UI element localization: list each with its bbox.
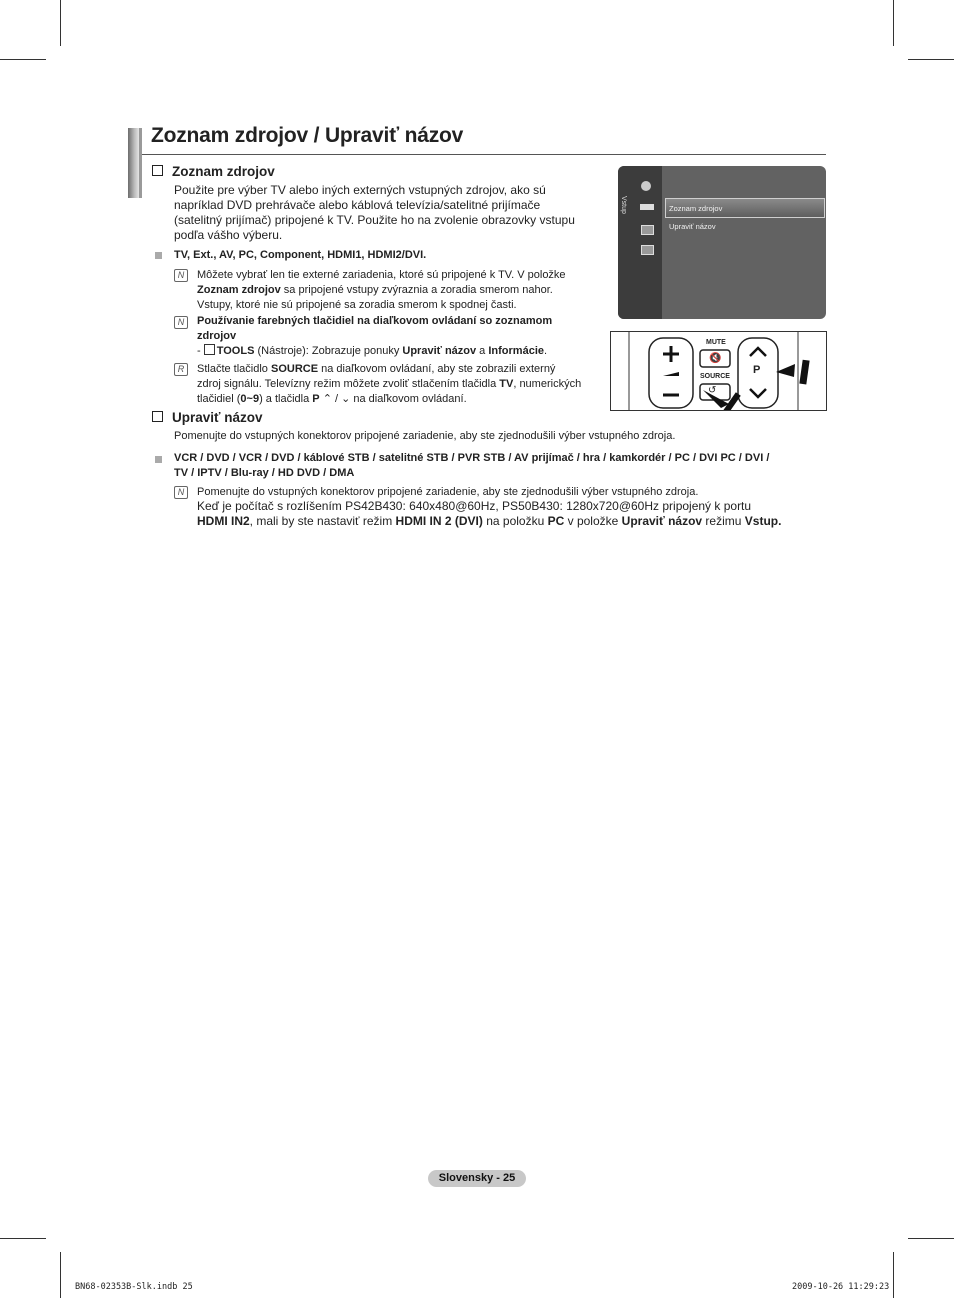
crop-mark: [908, 59, 954, 60]
bullet-square-icon: [155, 456, 162, 463]
tv-menu-sidebar: [618, 166, 662, 319]
print-footer-left: BN68-02353B-Slk.indb 25: [75, 1282, 193, 1292]
remote-control-illustration: [610, 331, 827, 411]
crop-mark: [0, 1238, 46, 1239]
note-connected-inputs: Môžete vybrať len tie externé zariadenia, ktoré sú pripojené k TV. V položke Zoznam zdrojov sa pripojené vstupy zvýraznia a zoradia smerom nahor. Vstupy, ktoré nie sú pripojené sa zoradia smerom k spodnej časti.: [197, 269, 566, 311]
bullet-square-icon: [155, 252, 162, 259]
title-accent-bar: [128, 128, 139, 198]
note-color-buttons: Používanie farebných tlačidiel na diaľkovom ovládaní so zoznamom zdrojov - TOOLS (Nástroje): Zobrazuje ponuky Upraviť názov a Informácie.: [197, 315, 553, 357]
mute-icon: 🔇: [709, 353, 722, 364]
crop-mark: [908, 1238, 954, 1239]
section1-intro: Použite pre výber TV alebo iných externých vstupných zdrojov, ako sú napríklad DVD prehrávače alebo káblová televízia/satelitné prijímače (satelitný prijímač) pripojené k TV. Použite ho na zvolenie obrazovky vstupu podľa vášho výberu.: [174, 183, 575, 242]
page-number-badge: Slovensky - 25: [428, 1170, 526, 1187]
gear-icon: [641, 181, 651, 191]
crop-mark: [893, 1252, 894, 1298]
p-label: P: [753, 364, 761, 376]
note-rename: Pomenujte do vstupných konektorov pripojené zariadenie, aby ste zjednodušili výber vstupného zdroja.: [197, 486, 699, 498]
crop-mark: [0, 59, 46, 60]
application-icon: [641, 245, 654, 255]
tv-menu-screenshot: [618, 166, 826, 319]
crop-mark: [60, 0, 61, 46]
title-accent-bar: [139, 128, 142, 198]
input-icon: [640, 204, 654, 210]
chevron-up-icon: ⌃: [322, 393, 332, 405]
tv-menu-item-zoznam-zdrojov: Zoznam zdrojov: [669, 204, 723, 213]
picture-icon: [641, 225, 654, 235]
checkbox-icon: [152, 411, 163, 422]
note-icon: N: [174, 269, 188, 282]
page-title: Zoznam zdrojov / Upraviť názov: [151, 124, 464, 147]
section-heading-zoznam-zdrojov: Zoznam zdrojov: [152, 164, 275, 179]
source-label: SOURCE: [700, 373, 730, 380]
title-divider: [142, 154, 826, 155]
mute-label: MUTE: [706, 339, 726, 346]
checkbox-icon: [152, 165, 163, 176]
tv-menu-side-label: Vstup: [620, 196, 627, 214]
print-footer-right: 2009-10-26 11:29:23: [792, 1282, 890, 1292]
note-icon: N: [174, 486, 188, 499]
crop-mark: [60, 1252, 61, 1298]
note-source-button: Stlačte tlačidlo SOURCE na diaľkovom ovládaní, aby ste zobrazili externý zdroj signálu. Televízny režim môžete zvoliť stlačením tlačidla TV, numerických tlačidiel (0~9) a tlačidla P ⌃ / ⌄ na diaľkovom ovládaní.: [197, 363, 582, 405]
note-hdmi-pc: Keď je počítač s rozlíšením PS42B430: 640x480@60Hz, PS50B430: 1280x720@60Hz pripojený k portu HDMI IN2, mali by ste nastaviť režim HDMI IN 2 (DVI) na položku PC v položke Upraviť názov režimu Vstup.: [197, 499, 782, 528]
chevron-down-icon: ⌄: [341, 393, 351, 405]
note-icon: N: [174, 316, 188, 329]
tv-menu-item-upravit-nazov: Upraviť názov: [669, 222, 716, 231]
source-icon: ↺: [708, 385, 717, 396]
tools-icon: [204, 344, 215, 355]
section-heading-upravit-nazov: Upraviť názov: [152, 410, 263, 425]
section2-intro: Pomenujte do vstupných konektorov pripojené zariadenie, aby ste zjednodušili výber vstupného zdroja.: [174, 430, 676, 442]
input-list: TV, Ext., AV, PC, Component, HDMI1, HDMI2/DVI.: [174, 249, 427, 261]
device-name-list: VCR / DVD / VCR / DVD / káblové STB / satelitné STB / PVR STB / AV prijímač / hra / kamkordér / PC / DVI PC / DVI / TV / IPTV / Blu-ray / HD DVD / DMA: [174, 452, 770, 479]
crop-mark: [893, 0, 894, 46]
remote-note-icon: R: [174, 363, 188, 376]
